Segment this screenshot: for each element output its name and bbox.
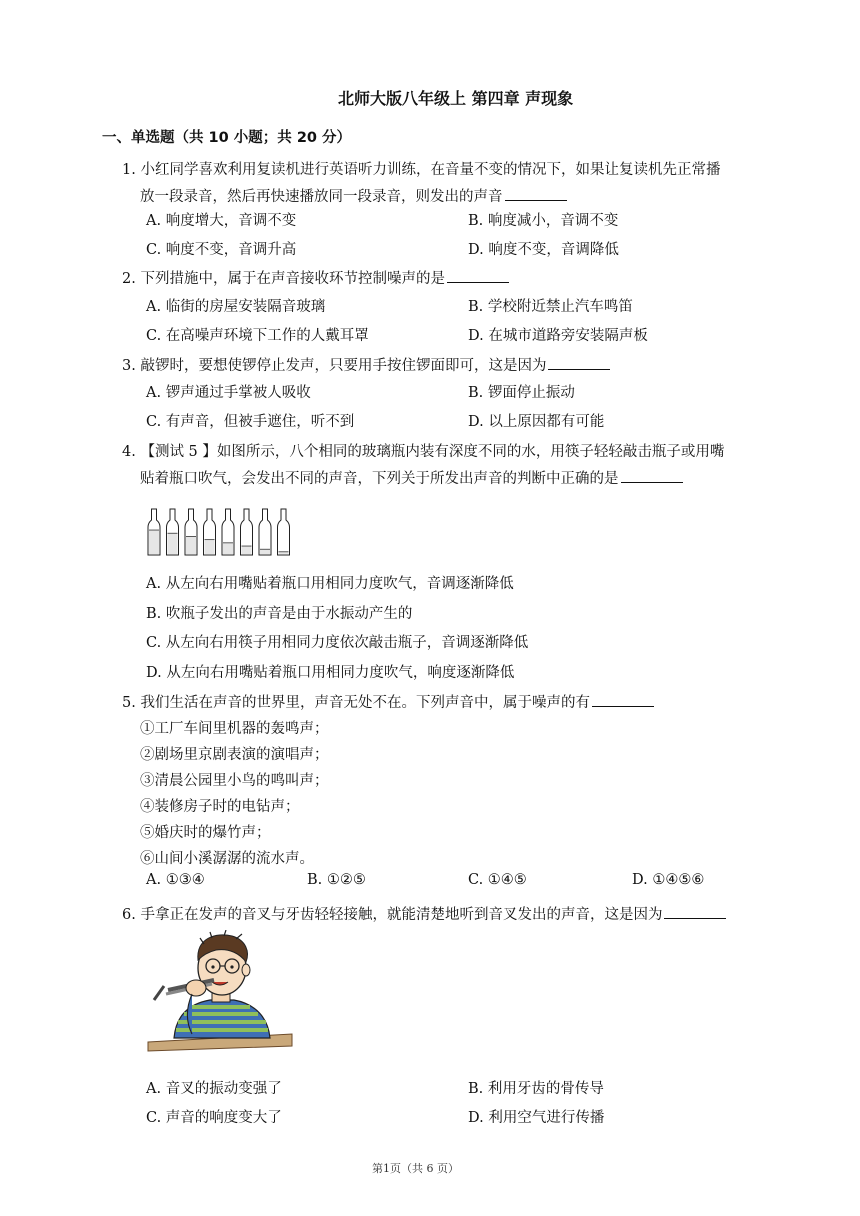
q2-stem: 2. 下列措施中，属于在声音接收环节控制噪声的是 xyxy=(122,271,445,287)
bottle xyxy=(185,509,197,555)
q6-option-a: A. 音叉的振动变强了 xyxy=(146,1081,282,1097)
q1-stem-line1: 1. 小红同学喜欢利用复读机进行英语听力训练，在音量不变的情况下，如果让复读机先正常播 xyxy=(122,162,721,178)
section-heading: 一、单选题（共 10 小题；共 20 分） xyxy=(102,130,352,146)
q5-item-3: ③清晨公园里小鸟的鸣叫声； xyxy=(140,773,329,789)
q2-option-a: A. 临街的房屋安装隔音玻璃 xyxy=(146,299,326,315)
tuning-fork-teeth-figure xyxy=(146,930,296,1052)
q3-option-c: C. 有声音，但被手遮住，听不到 xyxy=(146,414,355,430)
q4-option-d: D. 从左向右用嘴贴着瓶口用相同力度吹气，响度逐渐降低 xyxy=(146,665,515,681)
q5-item-4: ④装修房子时的电钻声； xyxy=(140,799,300,815)
q5-item-2: ②剧场里京剧表演的演唱声； xyxy=(140,747,329,763)
water-level xyxy=(186,536,196,554)
bottle xyxy=(259,509,271,555)
water-level xyxy=(205,540,215,554)
answer-blank xyxy=(621,468,683,483)
q1-option-a: A. 响度增大，音调不变 xyxy=(146,213,297,229)
q6-stem: 6. 手拿正在发声的音叉与牙齿轻轻接触，就能清楚地听到音叉发出的声音，这是因为 xyxy=(122,907,663,923)
q4-option-c: C. 从左向右用筷子用相同力度依次敲击瓶子，音调逐渐降低 xyxy=(146,635,529,651)
q4-option-a: A. 从左向右用嘴贴着瓶口用相同力度吹气，音调逐渐降低 xyxy=(146,576,514,592)
q1-option-d: D. 响度不变，音调降低 xyxy=(468,242,619,258)
q4-option-b: B. 吹瓶子发出的声音是由于水振动产生的 xyxy=(146,606,413,622)
answer-blank xyxy=(592,692,654,707)
q5-option-d: D. ①④⑤⑥ xyxy=(632,872,705,888)
q2-option-b: B. 学校附近禁止汽车鸣笛 xyxy=(468,299,633,315)
q3-stem: 3. 敲锣时，要想使锣停止发声，只要用手按住锣面即可，这是因为 xyxy=(122,358,547,374)
q6-option-c: C. 声音的响度变大了 xyxy=(146,1110,282,1126)
bottles-figure xyxy=(146,505,294,557)
q4-stem-line1: 4. 【测试 5 】如图所示，八个相同的玻璃瓶内装有深度不同的水，用筷子轻轻敲击瓶子或用嘴 xyxy=(122,444,725,460)
answer-blank xyxy=(447,268,509,283)
q5-option-a: A. ①③④ xyxy=(146,872,205,888)
q5-option-c: C. ①④⑤ xyxy=(468,872,527,888)
answer-blank xyxy=(505,186,567,201)
q1-option-b: B. 响度减小，音调不变 xyxy=(468,213,619,229)
water-level xyxy=(223,543,233,554)
q3-option-d: D. 以上原因都有可能 xyxy=(468,414,605,430)
q6-option-d: D. 利用空气进行传播 xyxy=(468,1110,605,1126)
q2-option-c: C. 在高噪声环境下工作的人戴耳罩 xyxy=(146,328,369,344)
q2-option-d: D. 在城市道路旁安装隔声板 xyxy=(468,328,648,344)
bottle xyxy=(148,509,160,555)
answer-blank xyxy=(548,355,610,370)
q5-option-b: B. ①②⑤ xyxy=(307,872,366,888)
q5-item-5: ⑤婚庆时的爆竹声； xyxy=(140,825,271,841)
q3-option-a: A. 锣声通过手掌被人吸收 xyxy=(146,385,311,401)
bottle xyxy=(278,509,290,555)
q5-item-6: ⑥山间小溪潺潺的流水声。 xyxy=(140,851,314,867)
bottle xyxy=(222,509,234,555)
q6-option-b: B. 利用牙齿的骨传导 xyxy=(468,1081,604,1097)
q5-item-1: ①工厂车间里机器的轰鸣声； xyxy=(140,721,329,737)
water-level xyxy=(168,533,178,554)
q3-option-b: B. 锣面停止振动 xyxy=(468,385,575,401)
water-level xyxy=(149,530,159,554)
answer-blank xyxy=(664,904,726,919)
bottle xyxy=(204,509,216,555)
bottle xyxy=(167,509,179,555)
q4-stem-line2: 贴着瓶口吹气，会发出不同的声音，下列关于所发出声音的判断中正确的是 xyxy=(140,471,619,487)
page-footer: 第1页（共 6 页） xyxy=(372,1162,459,1175)
q1-option-c: C. 响度不变，音调升高 xyxy=(146,242,297,258)
bottle xyxy=(241,509,253,555)
water-level xyxy=(242,546,252,554)
water-level xyxy=(260,549,270,554)
q5-stem: 5. 我们生活在声音的世界里，声音无处不在。下列声音中，属于噪声的有 xyxy=(122,695,590,711)
page-title: 北师大版八年级上 第四章 声现象 xyxy=(338,89,574,108)
q1-stem-line2: 放一段录音，然后再快速播放同一段录音，则发出的声音 xyxy=(140,189,503,205)
